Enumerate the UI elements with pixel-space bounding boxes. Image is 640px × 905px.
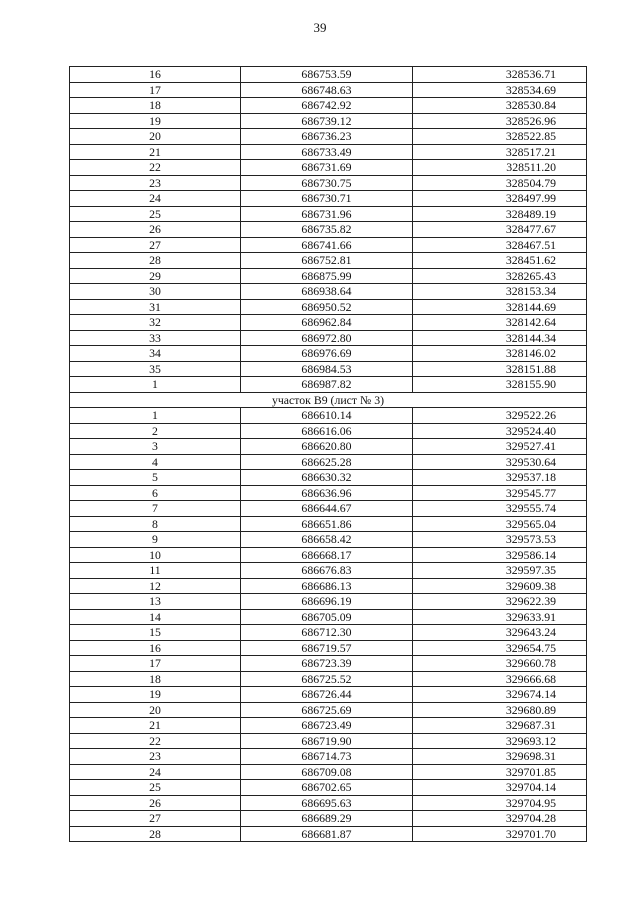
y-coordinate-cell: 329633.91 <box>413 609 587 625</box>
x-coordinate-cell: 686976.69 <box>241 346 413 362</box>
point-number-cell: 20 <box>70 702 241 718</box>
x-coordinate-cell: 686668.17 <box>241 547 413 563</box>
point-number-cell: 28 <box>70 826 241 842</box>
point-number-cell: 12 <box>70 578 241 594</box>
y-coordinate-cell: 329687.31 <box>413 718 587 734</box>
y-coordinate-cell: 329597.35 <box>413 563 587 579</box>
table-row <box>70 299 587 315</box>
point-number-cell: 18 <box>70 671 241 687</box>
x-coordinate-cell: 686686.13 <box>241 578 413 594</box>
point-number-cell: 33 <box>70 330 241 346</box>
table-row <box>70 222 587 238</box>
table-row <box>70 175 587 191</box>
table-row <box>70 315 587 331</box>
y-coordinate-cell: 328526.96 <box>413 113 587 129</box>
y-coordinate-cell: 328151.88 <box>413 361 587 377</box>
y-coordinate-cell: 328511.20 <box>413 160 587 176</box>
table-row <box>70 160 587 176</box>
y-coordinate-cell: 329643.24 <box>413 625 587 641</box>
point-number-cell: 16 <box>70 67 241 83</box>
point-number-cell: 20 <box>70 129 241 145</box>
x-coordinate-cell: 686733.49 <box>241 144 413 160</box>
x-coordinate-cell: 686620.80 <box>241 439 413 455</box>
point-number-cell: 16 <box>70 640 241 656</box>
y-coordinate-cell: 329573.53 <box>413 532 587 548</box>
point-number-cell: 19 <box>70 113 241 129</box>
table-row <box>70 516 587 532</box>
point-number-cell: 25 <box>70 780 241 796</box>
point-number-cell: 28 <box>70 253 241 269</box>
table-row <box>70 268 587 284</box>
x-coordinate-cell: 686723.49 <box>241 718 413 734</box>
x-coordinate-cell: 686616.06 <box>241 423 413 439</box>
point-number-cell: 6 <box>70 485 241 501</box>
x-coordinate-cell: 686719.90 <box>241 733 413 749</box>
point-number-cell: 30 <box>70 284 241 300</box>
x-coordinate-cell: 686972.80 <box>241 330 413 346</box>
point-number-cell: 10 <box>70 547 241 563</box>
x-coordinate-cell: 686725.69 <box>241 702 413 718</box>
x-coordinate-cell: 686875.99 <box>241 268 413 284</box>
x-coordinate-cell: 686726.44 <box>241 687 413 703</box>
table-row <box>70 377 587 393</box>
table-row <box>70 253 587 269</box>
point-number-cell: 1 <box>70 408 241 424</box>
table-row <box>70 640 587 656</box>
point-number-cell: 8 <box>70 516 241 532</box>
point-number-cell: 34 <box>70 346 241 362</box>
y-coordinate-cell: 328265.43 <box>413 268 587 284</box>
y-coordinate-cell: 329654.75 <box>413 640 587 656</box>
point-number-cell: 3 <box>70 439 241 455</box>
point-number-cell: 13 <box>70 594 241 610</box>
y-coordinate-cell: 328146.02 <box>413 346 587 362</box>
table-row <box>70 501 587 517</box>
table-row <box>70 144 587 160</box>
x-coordinate-cell: 686731.96 <box>241 206 413 222</box>
x-coordinate-cell: 686681.87 <box>241 826 413 842</box>
x-coordinate-cell: 686696.19 <box>241 594 413 610</box>
point-number-cell: 26 <box>70 795 241 811</box>
y-coordinate-cell: 329680.89 <box>413 702 587 718</box>
table-row <box>70 656 587 672</box>
y-coordinate-cell: 329530.64 <box>413 454 587 470</box>
table-row <box>70 113 587 129</box>
x-coordinate-cell: 686695.63 <box>241 795 413 811</box>
y-coordinate-cell: 328504.79 <box>413 175 587 191</box>
x-coordinate-cell: 686741.66 <box>241 237 413 253</box>
point-number-cell: 24 <box>70 764 241 780</box>
table-row <box>70 578 587 594</box>
y-coordinate-cell: 329674.14 <box>413 687 587 703</box>
x-coordinate-cell: 686651.86 <box>241 516 413 532</box>
y-coordinate-cell: 329586.14 <box>413 547 587 563</box>
point-number-cell: 17 <box>70 82 241 98</box>
x-coordinate-cell: 686689.29 <box>241 811 413 827</box>
y-coordinate-cell: 329666.68 <box>413 671 587 687</box>
y-coordinate-cell: 329524.40 <box>413 423 587 439</box>
table-row <box>70 82 587 98</box>
y-coordinate-cell: 328153.34 <box>413 284 587 300</box>
table-row <box>70 671 587 687</box>
point-number-cell: 27 <box>70 237 241 253</box>
x-coordinate-cell: 686702.65 <box>241 780 413 796</box>
point-number-cell: 35 <box>70 361 241 377</box>
point-number-cell: 21 <box>70 144 241 160</box>
table-row <box>70 563 587 579</box>
point-number-cell: 26 <box>70 222 241 238</box>
coordinates-table <box>69 66 587 842</box>
y-coordinate-cell: 329701.85 <box>413 764 587 780</box>
table-row <box>70 98 587 114</box>
table-row <box>70 408 587 424</box>
x-coordinate-cell: 686752.81 <box>241 253 413 269</box>
table-row <box>70 826 587 842</box>
y-coordinate-cell: 329522.26 <box>413 408 587 424</box>
table-row <box>70 439 587 455</box>
point-number-cell: 14 <box>70 609 241 625</box>
x-coordinate-cell: 686736.23 <box>241 129 413 145</box>
table-row <box>70 749 587 765</box>
y-coordinate-cell: 328497.99 <box>413 191 587 207</box>
y-coordinate-cell: 328536.71 <box>413 67 587 83</box>
table-row <box>70 811 587 827</box>
x-coordinate-cell: 686962.84 <box>241 315 413 331</box>
y-coordinate-cell: 328155.90 <box>413 377 587 393</box>
point-number-cell: 4 <box>70 454 241 470</box>
table-row <box>70 625 587 641</box>
x-coordinate-cell: 686630.32 <box>241 470 413 486</box>
y-coordinate-cell: 329527.41 <box>413 439 587 455</box>
x-coordinate-cell: 686984.53 <box>241 361 413 377</box>
x-coordinate-cell: 686725.52 <box>241 671 413 687</box>
point-number-cell: 23 <box>70 175 241 191</box>
y-coordinate-cell: 328144.34 <box>413 330 587 346</box>
x-coordinate-cell: 686987.82 <box>241 377 413 393</box>
table-row <box>70 594 587 610</box>
point-number-cell: 22 <box>70 160 241 176</box>
y-coordinate-cell: 328467.51 <box>413 237 587 253</box>
x-coordinate-cell: 686742.92 <box>241 98 413 114</box>
table-row <box>70 346 587 362</box>
table-row <box>70 423 587 439</box>
table-row <box>70 206 587 222</box>
x-coordinate-cell: 686748.63 <box>241 82 413 98</box>
y-coordinate-cell: 329704.95 <box>413 795 587 811</box>
y-coordinate-cell: 329704.14 <box>413 780 587 796</box>
y-coordinate-cell: 329555.74 <box>413 501 587 517</box>
y-coordinate-cell: 328451.62 <box>413 253 587 269</box>
section-label: участок В9 (лист № 3) <box>70 392 587 408</box>
point-number-cell: 22 <box>70 733 241 749</box>
table-row <box>70 454 587 470</box>
point-number-cell: 1 <box>70 377 241 393</box>
section-row <box>70 392 587 408</box>
x-coordinate-cell: 686735.82 <box>241 222 413 238</box>
x-coordinate-cell: 686950.52 <box>241 299 413 315</box>
x-coordinate-cell: 686731.69 <box>241 160 413 176</box>
x-coordinate-cell: 686938.64 <box>241 284 413 300</box>
y-coordinate-cell: 329660.78 <box>413 656 587 672</box>
coordinates-table-body <box>70 67 587 842</box>
y-coordinate-cell: 329537.18 <box>413 470 587 486</box>
y-coordinate-cell: 328477.67 <box>413 222 587 238</box>
x-coordinate-cell: 686730.71 <box>241 191 413 207</box>
point-number-cell: 11 <box>70 563 241 579</box>
point-number-cell: 17 <box>70 656 241 672</box>
table-row <box>70 470 587 486</box>
table-row <box>70 718 587 734</box>
point-number-cell: 5 <box>70 470 241 486</box>
x-coordinate-cell: 686753.59 <box>241 67 413 83</box>
table-row <box>70 237 587 253</box>
y-coordinate-cell: 329622.39 <box>413 594 587 610</box>
point-number-cell: 25 <box>70 206 241 222</box>
table-row <box>70 780 587 796</box>
point-number-cell: 19 <box>70 687 241 703</box>
y-coordinate-cell: 329704.28 <box>413 811 587 827</box>
y-coordinate-cell: 328534.69 <box>413 82 587 98</box>
point-number-cell: 32 <box>70 315 241 331</box>
table-row <box>70 485 587 501</box>
x-coordinate-cell: 686625.28 <box>241 454 413 470</box>
x-coordinate-cell: 686709.08 <box>241 764 413 780</box>
table-row <box>70 191 587 207</box>
y-coordinate-cell: 328142.64 <box>413 315 587 331</box>
point-number-cell: 7 <box>70 501 241 517</box>
point-number-cell: 27 <box>70 811 241 827</box>
table-row <box>70 330 587 346</box>
table-row <box>70 687 587 703</box>
table-row <box>70 764 587 780</box>
y-coordinate-cell: 329698.31 <box>413 749 587 765</box>
y-coordinate-cell: 328522.85 <box>413 129 587 145</box>
table-row <box>70 67 587 83</box>
y-coordinate-cell: 328517.21 <box>413 144 587 160</box>
y-coordinate-cell: 329565.04 <box>413 516 587 532</box>
y-coordinate-cell: 329545.77 <box>413 485 587 501</box>
table-row <box>70 547 587 563</box>
x-coordinate-cell: 686705.09 <box>241 609 413 625</box>
y-coordinate-cell: 329609.38 <box>413 578 587 594</box>
x-coordinate-cell: 686723.39 <box>241 656 413 672</box>
table-row <box>70 532 587 548</box>
x-coordinate-cell: 686712.30 <box>241 625 413 641</box>
point-number-cell: 18 <box>70 98 241 114</box>
point-number-cell: 15 <box>70 625 241 641</box>
table-row <box>70 795 587 811</box>
point-number-cell: 9 <box>70 532 241 548</box>
y-coordinate-cell: 328489.19 <box>413 206 587 222</box>
table-row <box>70 129 587 145</box>
page-number: 39 <box>313 20 327 35</box>
point-number-cell: 23 <box>70 749 241 765</box>
x-coordinate-cell: 686644.67 <box>241 501 413 517</box>
point-number-cell: 2 <box>70 423 241 439</box>
table-row <box>70 733 587 749</box>
point-number-cell: 31 <box>70 299 241 315</box>
y-coordinate-cell: 328144.69 <box>413 299 587 315</box>
x-coordinate-cell: 686658.42 <box>241 532 413 548</box>
y-coordinate-cell: 329693.12 <box>413 733 587 749</box>
x-coordinate-cell: 686610.14 <box>241 408 413 424</box>
x-coordinate-cell: 686676.83 <box>241 563 413 579</box>
table-row <box>70 284 587 300</box>
table-row <box>70 361 587 377</box>
point-number-cell: 29 <box>70 268 241 284</box>
y-coordinate-cell: 329701.70 <box>413 826 587 842</box>
table-row <box>70 609 587 625</box>
point-number-cell: 21 <box>70 718 241 734</box>
x-coordinate-cell: 686636.96 <box>241 485 413 501</box>
x-coordinate-cell: 686739.12 <box>241 113 413 129</box>
table-row <box>70 702 587 718</box>
x-coordinate-cell: 686714.73 <box>241 749 413 765</box>
x-coordinate-cell: 686730.75 <box>241 175 413 191</box>
x-coordinate-cell: 686719.57 <box>241 640 413 656</box>
point-number-cell: 24 <box>70 191 241 207</box>
y-coordinate-cell: 328530.84 <box>413 98 587 114</box>
